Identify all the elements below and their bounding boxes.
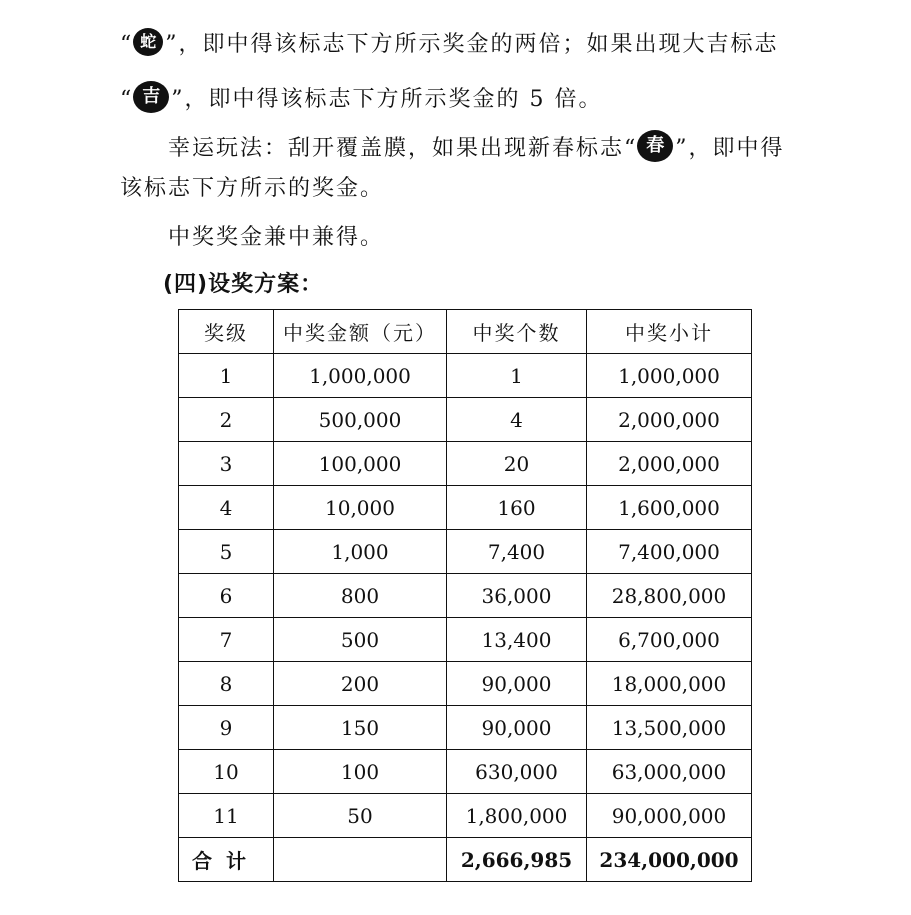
table-row xyxy=(179,662,752,706)
total-amount-empty xyxy=(274,838,447,882)
cell-subtotal: 1,600,000 xyxy=(587,486,752,530)
prize-table xyxy=(178,309,752,882)
cell-count: 20 xyxy=(447,442,587,486)
cell-subtotal: 90,000,000 xyxy=(587,794,752,838)
cell-subtotal: 13,500,000 xyxy=(587,706,752,750)
table-row xyxy=(179,530,752,574)
line-2-text: ”，即中得该标志下方所示奖金的 5 倍。 xyxy=(171,87,603,112)
header-prize-subtotal: 中奖小计 xyxy=(587,310,752,354)
heading-text: (四)设奖方案： xyxy=(163,272,324,297)
cell-count: 1 xyxy=(447,354,587,398)
table-total-row xyxy=(179,838,752,882)
total-label: 合计 xyxy=(179,838,274,882)
snake-symbol-icon: 蛇 xyxy=(133,28,163,56)
cell-level: 2 xyxy=(179,398,274,442)
cell-level: 6 xyxy=(179,574,274,618)
paragraph-line-5 xyxy=(168,223,384,253)
cell-count: 90,000 xyxy=(447,662,587,706)
cell-count: 4 xyxy=(447,398,587,442)
cell-level: 11 xyxy=(179,794,274,838)
table-row xyxy=(179,398,752,442)
table-row xyxy=(179,750,752,794)
line-1-text: ”，即中得该标志下方所示奖金的两倍；如果出现大吉标志 xyxy=(165,32,779,57)
section-heading xyxy=(163,270,323,300)
line-3-text: 幸运玩法：刮开覆盖膜，如果出现新春标志 xyxy=(168,136,625,161)
open-quote: “ xyxy=(120,32,132,57)
cell-amount: 150 xyxy=(274,706,447,750)
cell-count: 90,000 xyxy=(447,706,587,750)
cell-level: 3 xyxy=(179,442,274,486)
line-4-text: 该标志下方所示的奖金。 xyxy=(120,176,385,201)
cell-subtotal: 6,700,000 xyxy=(587,618,752,662)
line-3-text-after: ”，即中得 xyxy=(675,136,785,161)
table-row xyxy=(179,574,752,618)
paragraph-line-3 xyxy=(168,133,785,165)
total-count: 2,666,985 xyxy=(447,838,587,882)
table-row xyxy=(179,794,752,838)
cell-subtotal: 28,800,000 xyxy=(587,574,752,618)
open-quote: “ xyxy=(120,87,132,112)
cell-count: 1,800,000 xyxy=(447,794,587,838)
cell-amount: 800 xyxy=(274,574,447,618)
header-prize-count: 中奖个数 xyxy=(447,310,587,354)
table-row xyxy=(179,486,752,530)
table-header-row xyxy=(179,310,752,354)
table-row xyxy=(179,442,752,486)
cell-level: 7 xyxy=(179,618,274,662)
cell-amount: 1,000,000 xyxy=(274,354,447,398)
cell-amount: 100,000 xyxy=(274,442,447,486)
cell-level: 5 xyxy=(179,530,274,574)
table-row xyxy=(179,706,752,750)
header-prize-level: 奖级 xyxy=(179,310,274,354)
cell-level: 9 xyxy=(179,706,274,750)
cell-amount: 50 xyxy=(274,794,447,838)
paragraph-line-2 xyxy=(120,84,602,116)
cell-amount: 500 xyxy=(274,618,447,662)
chun-symbol-icon: 春 xyxy=(637,130,673,162)
cell-count: 36,000 xyxy=(447,574,587,618)
cell-count: 7,400 xyxy=(447,530,587,574)
cell-amount: 200 xyxy=(274,662,447,706)
cell-level: 10 xyxy=(179,750,274,794)
cell-subtotal: 63,000,000 xyxy=(587,750,752,794)
total-subtotal: 234,000,000 xyxy=(587,838,752,882)
table-row xyxy=(179,354,752,398)
cell-level: 8 xyxy=(179,662,274,706)
table-row xyxy=(179,618,752,662)
cell-amount: 500,000 xyxy=(274,398,447,442)
cell-level: 1 xyxy=(179,354,274,398)
paragraph-line-4 xyxy=(120,174,384,204)
cell-amount: 1,000 xyxy=(274,530,447,574)
line-5-text: 中奖奖金兼中兼得。 xyxy=(168,225,385,250)
cell-amount: 10,000 xyxy=(274,486,447,530)
cell-amount: 100 xyxy=(274,750,447,794)
cell-subtotal: 1,000,000 xyxy=(587,354,752,398)
paragraph-line-1 xyxy=(120,30,779,60)
cell-subtotal: 7,400,000 xyxy=(587,530,752,574)
cell-subtotal: 2,000,000 xyxy=(587,398,752,442)
cell-count: 630,000 xyxy=(447,750,587,794)
cell-count: 160 xyxy=(447,486,587,530)
cell-subtotal: 18,000,000 xyxy=(587,662,752,706)
cell-level: 4 xyxy=(179,486,274,530)
cell-count: 13,400 xyxy=(447,618,587,662)
cell-subtotal: 2,000,000 xyxy=(587,442,752,486)
header-prize-amount: 中奖金额（元） xyxy=(274,310,447,354)
open-quote: “ xyxy=(624,136,636,161)
ji-symbol-icon: 吉 xyxy=(133,81,169,113)
